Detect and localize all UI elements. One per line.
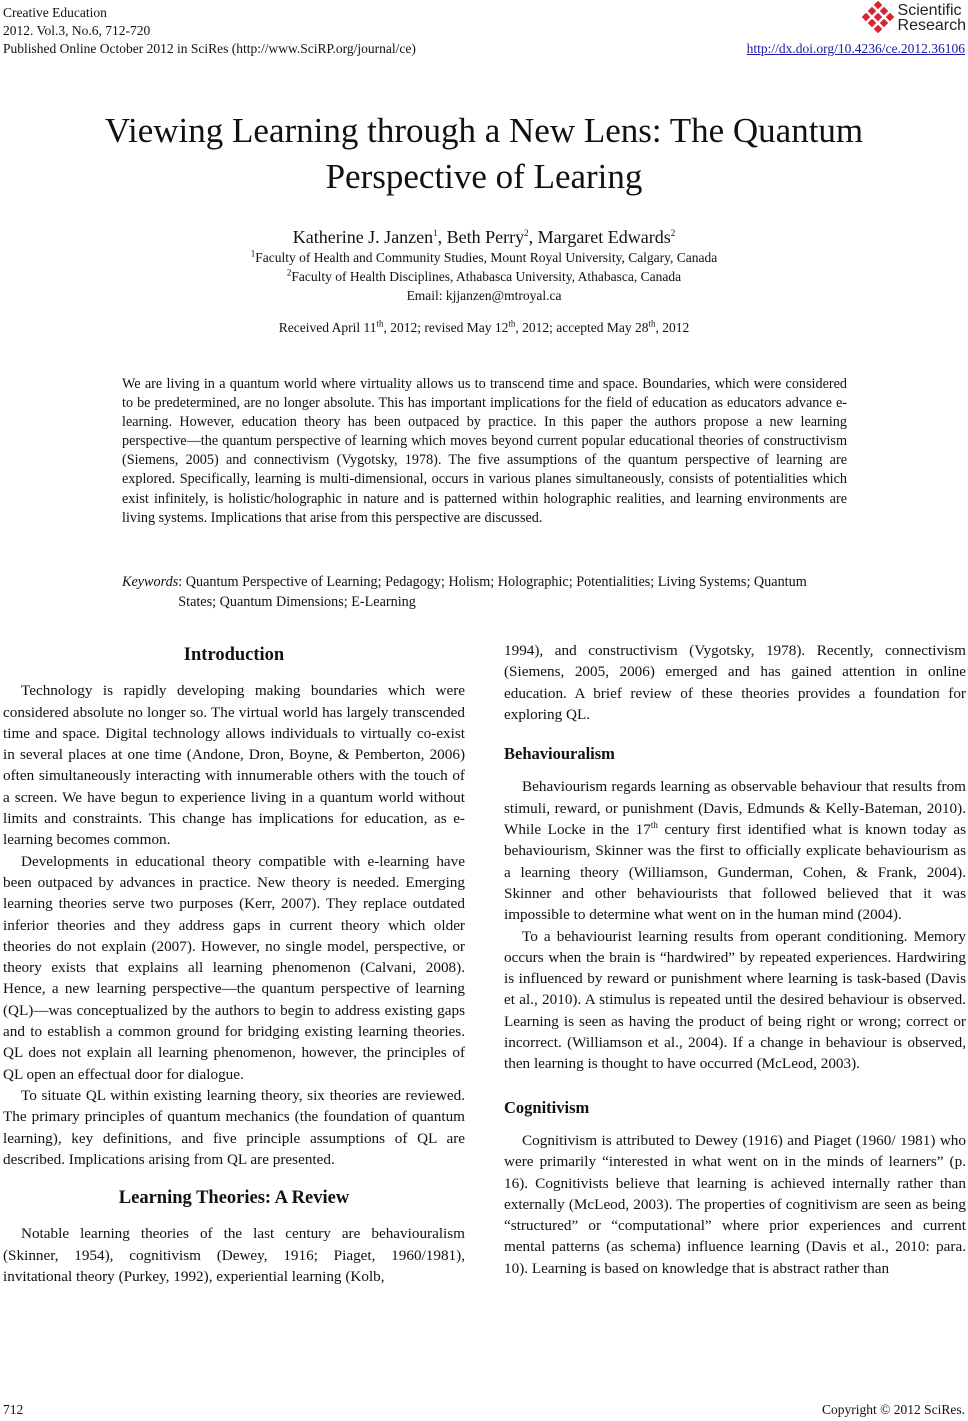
paragraph: 1994), and constructivism (Vygotsky, 1978). Recently, connectivism (Siemens, 2005, 2006) emerged and has gained attention in online education. A brief review of these theories provides a foundation for exploring QL. [504, 642, 966, 723]
left-column [3, 640, 465, 1287]
keywords [122, 572, 847, 612]
paragraph: To situate QL within existing learning theory, six theories are reviewed. The primary principles of quantum mechanics (the foundation of quantum learning), key definitions, and five principle assumptions of QL are described. Implications arising from QL are presented. [3, 1086, 465, 1168]
introduction-heading: Introduction [183, 645, 285, 665]
affiliation-1-text: Faculty of Health and Community Studies, Mount Royal University, Calgary, Canada [255, 250, 718, 265]
doi-link[interactable]: http://dx.doi.org/10.4236/ce.2012.36106 [746, 41, 965, 56]
keywords-text: : Quantum Perspective of Learning; Pedagogy; Holism; Holographic; Potentialities; Living Systems; Quantum States; Quantum Dimensions; E-Learning [178, 574, 807, 610]
affiliation-1 [0, 248, 968, 267]
received-dates [0, 320, 968, 336]
review-heading: Learning Theories: A Review [118, 1188, 350, 1209]
title-line-2: Perspective of Learing [325, 157, 643, 196]
accepted-year: , 2012 [655, 320, 690, 335]
revised-sup: th [508, 318, 516, 329]
author-list [0, 225, 968, 249]
century-sup: th [650, 820, 658, 831]
accepted-sup: th [648, 318, 656, 329]
keywords-label: Keywords [122, 574, 179, 590]
received-text: Received April 11 [278, 320, 377, 335]
logo-text-line2: Research [897, 17, 966, 34]
affiliation-1-mark: 1 [250, 248, 256, 259]
journal-volume: 2012. Vol.3, No.6, 712-720 [3, 23, 151, 38]
publication-info: Published Online October 2012 in SciRes (http://www.SciRP.org/journal/ce) [3, 41, 416, 56]
affiliation-2-mark: 2 [286, 267, 292, 278]
paragraph-part: century first identified what is known today as behaviourism, Skinner was the first to officially explicate behaviourism as a learning theory (Williamson, Gunderman, Cohen, & Frank, 2004). Skinner and other behaviourists that followed believed that it was impossible to determine what went on in the human mind (2004). [504, 821, 966, 924]
page-footer [3, 1402, 965, 1418]
author-3: , Margaret Edwards [528, 227, 671, 247]
copyright: Copyright © 2012 SciRes. [821, 1402, 965, 1417]
paragraph: Notable learning theories of the last century are behaviouralism (Skinner, 1954), cognitivism (Dewey, 1916; Piaget, 1960/1981), invitational theory (Purkey, 1992), experiential learning (Kolb, [3, 1225, 465, 1286]
revised-text: , 2012; revised May 12 [383, 320, 509, 335]
paragraph: To a behaviourist learning results from operant conditioning. Memory occurs when the brain is “hardwired” by repeated experiences. Hardwiring is influenced by reward or punishment where learning is task-based (Davis et al., 2010). A stimulus is repeated until the desired behaviour is observed. Learning is seen as having the product of being right or wrong; correct or incorrect. (Williamson et al., 2004). If a change in behaviour is observed, then learning is thought to have occurred (McLeod, 2003). [504, 927, 966, 1073]
paragraph [504, 776, 966, 925]
logo-text-line1: Scientific [897, 2, 962, 19]
journal-name: Creative Education [3, 5, 107, 20]
paragraph: Technology is rapidly developing making boundaries which were considered absolute no longer so. The virtual world has largely transcended time and space. Digital technology allows individuals to virtually co-exist in several places at one time (Andone, Dron, Boyne, & Pemberton, 2006) often simultaneously interacting with innumerable others with the touch of a screen. We have begun to experience living in a quantum world without limits and constraints. This change has implications for education, as e-learning becomes common. [3, 682, 465, 849]
behaviouralism-heading: Behaviouralism [504, 744, 615, 764]
right-column [504, 640, 966, 1279]
paragraph-part: Behaviourism regards learning as observable behaviour that results from stimuli, reward, or punishment (Davis, Edmunds & Kelly-Bateman, 2010). While Locke in the 17 [504, 778, 966, 839]
author-1: Katherine J. Janzen [292, 227, 434, 247]
page-number: 712 [3, 1402, 24, 1417]
paper-title [0, 108, 968, 200]
scientific-research-logo [860, 1, 966, 35]
affiliation-2-text: Faculty of Health Disciplines, Athabasca University, Athabasca, Canada [291, 269, 682, 284]
author-1-affiliation: 1 [433, 228, 438, 238]
author-2-affiliation: 2 [524, 228, 529, 238]
accepted-text: , 2012; accepted May 28 [515, 320, 649, 335]
abstract: We are living in a quantum world where virtuality allows us to transcend time and space. Boundaries, which were considered to be predetermined, are no longer absolute. This has important implications for the field of education as educators advance e-learning. However, education theory has been outpaced by practice. In this paper the authors propose a new learning perspective—the quantum perspective of learning which moves beyond current popular educational theories of constructivism (Siemens, 2005) and connectivism (Vygotsky, 1978). The five assumptions of the quantum perspective of learning are explored. Specifically, learning is multi-dimensional, occurs in various planes simultaneously, consists of potentialities which exist infinitely, is holistic/holographic in nature and is patterned within holographic realities, and learning environments are living systems. Implications that arise from this perspective are discussed. [122, 376, 847, 526]
author-3-affiliation: 2 [670, 228, 676, 238]
logo-diamond-icon [860, 1, 896, 35]
author-2: , Beth Perry [437, 227, 525, 247]
author-email: Email: kjjanzen@mtroyal.ca [406, 288, 562, 303]
received-sup: th [376, 318, 384, 329]
paragraph: Cognitivism is attributed to Dewey (1916) and Piaget (1960/ 1981) who were primarily “interested in what went on in the minds of learners” (p. 16). Cognitivists believe that learning is achieved internally rather than externally (McLeod, 2003). The properties of cognitivism are seen as being “structured” or “computational” where prior experiences and current mental patterns (as schema) influence learning (Davis et al., 2010: para. 10). Learning is based on knowledge that is abstract rather than [504, 1131, 966, 1277]
cognitivism-heading: Cognitivism [504, 1097, 590, 1117]
paragraph: Developments in educational theory compatible with e-learning have been outpaced by advances in practice. New theory is needed. Emerging learning theories serve two purposes (Kerr, 2007). They replace outdated inferior theories and they address gaps in current theory which older theories do not explain (2007). However, no single model, perspective, or theory exists that explains all learning phenomenon (Calvani, 2008). Hence, a new learning perspective—the quantum perspective of learning (QL)—was conceptualized by the authors to begin to address existing gaps and to establish a common ground for bridging existing learning theories. QL does not explain all learning phenomenon, however, the principles of QL open an effectual door for dialogue. [3, 852, 465, 1083]
affiliation-2 [0, 267, 968, 286]
title-line-1: Viewing Learning through a New Lens: The Quantum [104, 111, 864, 150]
journal-header [3, 4, 965, 58]
